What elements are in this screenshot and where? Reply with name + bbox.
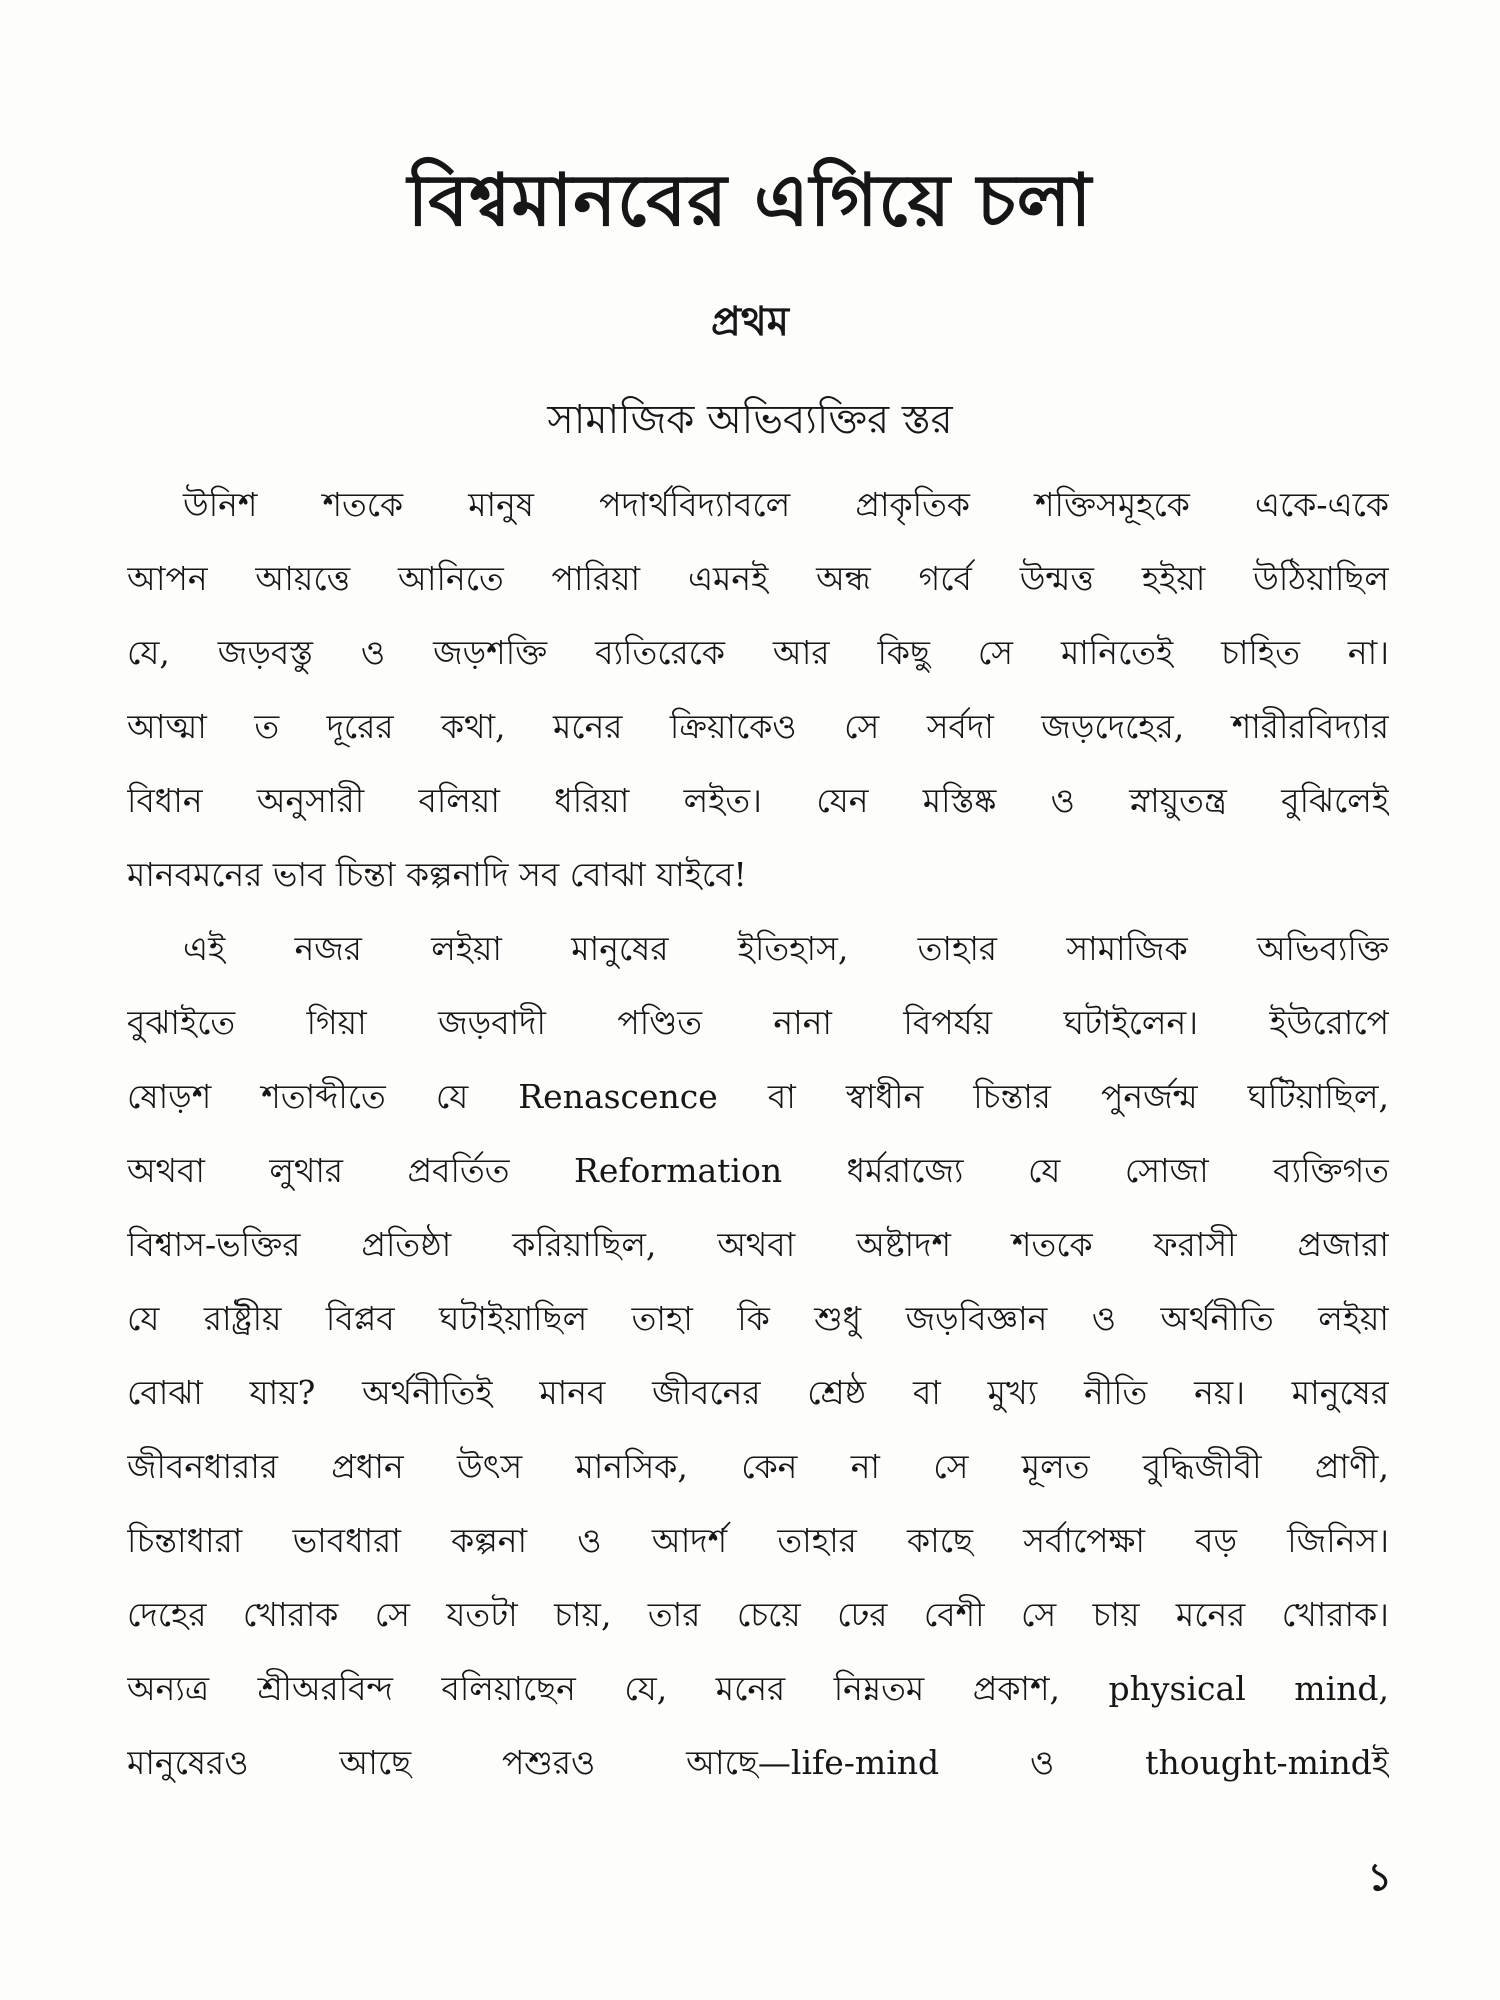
body-text xyxy=(127,468,1389,1800)
text-line: মানুষেরও আছে পশুরও আছে—life-mind ও thought-mindই xyxy=(127,1743,1389,1782)
text-line: অথবা লুথার প্রবর্তিত Reformation ধর্মরাজ্যে যে সোজা ব্যক্তিগত xyxy=(127,1151,1389,1190)
text-line: বোঝা যায়? অর্থনীতিই মানব জীবনের শ্রেষ্ঠ বা মুখ্য নীতি নয়। মানুষের xyxy=(127,1373,1389,1412)
text-line: চিন্তাধারা ভাবধারা কল্পনা ও আদর্শ তাহার কাছে সর্বাপেক্ষা বড় জিনিস। xyxy=(127,1521,1389,1560)
text-line: ষোড়শ শতাব্দীতে যে Renascence বা স্বাধীন চিন্তার পুনর্জন্ম ঘটিয়াছিল, xyxy=(127,1077,1389,1116)
text-line: দেহের খোরাক সে যতটা চায়, তার চেয়ে ঢের বেশী সে চায় মনের খোরাক। xyxy=(127,1595,1389,1634)
text-line: আপন আয়ত্তে আনিতে পারিয়া এমনই অন্ধ গর্বে উন্মত্ত হইয়া উঠিয়াছিল xyxy=(127,559,1389,598)
page-title: বিশ্বমানবের এগিয়ে চলা xyxy=(407,157,1093,242)
section-subtitle: সামাজিক অভিব্যক্তির স্তর xyxy=(547,397,953,443)
text-line: আত্মা ত দূরের কথা, মনের ক্রিয়াকেও সে সর্বদা জড়দেহের, শারীরবিদ্যার xyxy=(127,707,1389,746)
text-line: উনিশ শতকে মানুষ পদার্থবিদ্যাবলে প্রাকৃতিক শক্তিসমূহকে একে-একে xyxy=(183,485,1389,524)
text-line: যে, জড়বস্তু ও জড়শক্তি ব্যতিরেকে আর কিছু সে মানিতেই চাহিত না। xyxy=(127,633,1389,672)
text-line: বিধান অনুসারী বলিয়া ধরিয়া লইত। যেন মস্তিষ্ক ও স্নায়ুতন্ত্র বুঝিলেই xyxy=(127,781,1389,820)
chapter-heading: প্রথম xyxy=(711,298,789,345)
text-line: বুঝাইতে গিয়া জড়বাদী পণ্ডিত নানা বিপর্যয় ঘটাইলেন। ইউরোপে xyxy=(127,1003,1389,1042)
page-number: ১ xyxy=(1367,1854,1392,1899)
text-line: বিশ্বাস-ভক্তির প্রতিষ্ঠা করিয়াছিল, অথবা অষ্টাদশ শতকে ফরাসী প্রজারা xyxy=(127,1225,1389,1264)
text-line: এই নজর লইয়া মানুষের ইতিহাস, তাহার সামাজিক অভিব্যক্তি xyxy=(183,929,1389,968)
text-line: যে রাষ্ট্রীয় বিপ্লব ঘটাইয়াছিল তাহা কি শুধু জড়বিজ্ঞান ও অর্থনীতি লইয়া xyxy=(127,1299,1389,1338)
text-line: অন্যত্র শ্রীঅরবিন্দ বলিয়াছেন যে, মনের নিম্নতম প্রকাশ, physical mind, xyxy=(127,1669,1389,1708)
text-line: জীবনধারার প্রধান উৎস মানসিক, কেন না সে মূলত বুদ্ধিজীবী প্রাণী, xyxy=(127,1447,1389,1486)
text-line: মানবমনের ভাব চিন্তা কল্পনাদি সব বোঝা যাইবে! xyxy=(127,855,747,894)
